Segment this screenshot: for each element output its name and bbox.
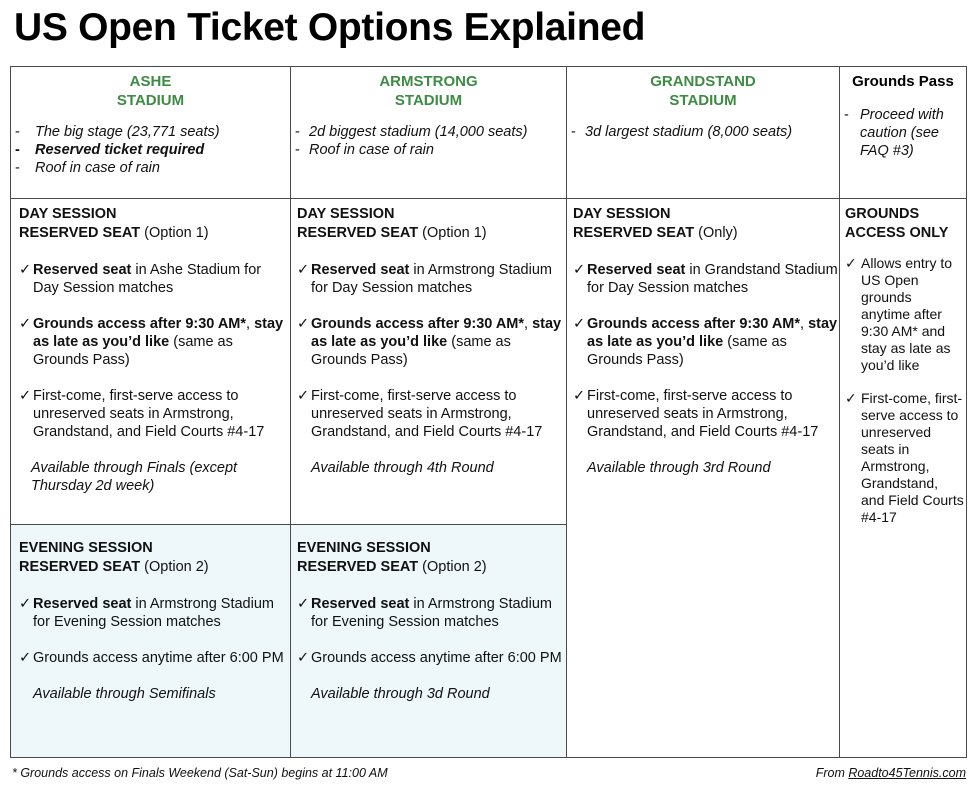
benefit-item: ✓ Reserved seat in Grandstand Stadium for Day Session matches [573,262,838,296]
grandstand-heading: GRANDSTAND STADIUM [650,73,756,109]
ashe-features [15,123,290,177]
benefit-item: ✓ Allows entry to US Open grounds anytime after 9:30 AM* and stay as late as you’d like [845,255,953,373]
armstrong-heading: ARMSTRONG STADIUM [379,73,478,109]
availability-note: Available through Semifinals [33,686,216,702]
benefit-item: ✓ Reserved seat in Armstrong Stadium for Evening Session matches [19,596,274,630]
session-subtitle: RESERVED SEAT (Option 1) [19,225,209,241]
availability-note: Available through 3rd Round [587,460,771,476]
feature-item: - Roof in case of rain [15,160,160,176]
feature-item: - Roof in case of rain [295,142,434,158]
check-icon: ✓ [297,650,310,666]
check-icon: ✓ [19,388,32,404]
ashe-header-cell [10,66,291,199]
ashe-evening-session-cell [10,524,291,758]
feature-item: - 2d biggest stadium (14,000 seats) [295,124,528,140]
session-subtitle: RESERVED SEAT (Option 2) [19,559,209,575]
check-icon: ✓ [19,596,32,612]
session-subtitle: RESERVED SEAT (Only) [573,225,738,241]
armstrong-header-cell [290,66,567,199]
feature-item: - Proceed with caution (see FAQ #3) [844,107,944,159]
armstrong-day-session-cell [290,198,567,525]
ashe-day-session-cell [10,198,291,525]
session-subtitle: RESERVED SEAT (Option 2) [297,559,487,575]
grounds-pass-header-cell [839,66,967,199]
armstrong-features [295,123,566,159]
feature-item: - The big stage (23,771 seats) [15,124,220,140]
page-title: US Open Ticket Options Explained [14,6,646,49]
check-icon: ✓ [297,262,310,278]
benefit-item: ✓ Reserved seat in Armstrong Stadium for Evening Session matches [297,596,552,630]
benefit-item: ✓ Grounds access anytime after 6:00 PM [297,650,562,666]
check-icon: ✓ [573,316,586,332]
grandstand-header-cell [566,66,840,199]
session-subtitle: RESERVED SEAT (Option 1) [297,225,487,241]
benefit-item: ✓ Grounds access after 9:30 AM*, stay as late as you’d like (same as Grounds Pass) [297,316,562,368]
check-icon: ✓ [19,262,32,278]
availability-note: Available through Finals (except Thursday 2d week) [31,460,238,494]
benefit-item: ✓ First-come, first-serve access to unreserved seats in Armstrong, Grandstand, and Field Courts #4-17 [845,390,964,525]
check-icon: ✓ [19,316,32,332]
availability-note: Available through 4th Round [311,460,494,476]
benefit-item: ✓ Grounds access anytime after 6:00 PM [19,650,284,666]
check-icon: ✓ [573,262,586,278]
session-title: EVENING SESSION [297,540,431,556]
check-icon: ✓ [19,650,32,666]
check-icon: ✓ [845,255,857,271]
session-title: GROUNDS ACCESS ONLY [845,206,949,241]
feature-item: - Reserved ticket required [15,142,205,158]
grandstand-features [571,123,839,141]
source-link[interactable]: Roadto45Tennis.com [848,766,966,780]
check-icon: ✓ [573,388,586,404]
benefit-item: ✓ Reserved seat in Armstrong Stadium for Day Session matches [297,262,552,296]
ashe-heading: ASHE STADIUM [116,73,185,109]
check-icon: ✓ [845,390,857,406]
grounds-pass-heading: Grounds Pass [852,73,954,90]
source-credit: From Roadto45Tennis.com [815,766,966,780]
grounds-access-cell [839,198,967,758]
session-title: DAY SESSION [297,206,395,222]
grounds-pass-features [844,106,966,160]
feature-item: - 3d largest stadium (8,000 seats) [571,124,793,140]
availability-note: Available through 3d Round [311,686,490,702]
benefit-item: ✓ Reserved seat in Ashe Stadium for Day Session matches [19,262,262,296]
check-icon: ✓ [297,316,310,332]
check-icon: ✓ [297,388,310,404]
check-icon: ✓ [297,596,310,612]
benefit-item: ✓ First-come, first-serve access to unreserved seats in Armstrong, Grandstand, and Field Courts #4-17 [573,388,819,440]
armstrong-evening-session-cell [290,524,567,758]
benefit-item: ✓ Grounds access after 9:30 AM*, stay as late as you’d like (same as Grounds Pass) [19,316,284,368]
benefit-item: ✓ First-come, first-serve access to unreserved seats in Armstrong, Grandstand, and Field Courts #4-17 [19,388,265,440]
grandstand-day-session-cell [566,198,840,758]
benefit-item: ✓ Grounds access after 9:30 AM*, stay as late as you’d like (same as Grounds Pass) [573,316,838,368]
benefit-item: ✓ First-come, first-serve access to unreserved seats in Armstrong, Grandstand, and Field Courts #4-17 [297,388,543,440]
session-title: DAY SESSION [573,206,671,222]
session-title: EVENING SESSION [19,540,153,556]
session-title: DAY SESSION [19,206,117,222]
footnote: * Grounds access on Finals Weekend (Sat-Sun) begins at 11:00 AM [12,766,388,780]
